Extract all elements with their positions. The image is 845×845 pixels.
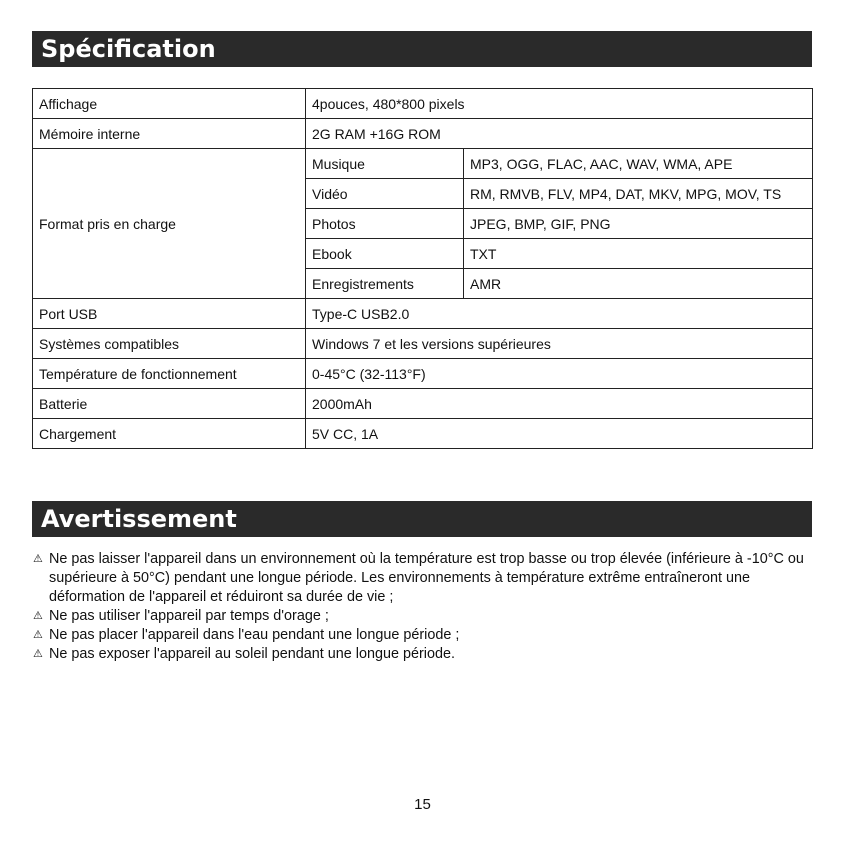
warning-text: Ne pas placer l'appareil dans l'eau pendant une longue période ; (49, 627, 460, 643)
spec-value: 2G RAM +16G ROM (306, 119, 813, 149)
table-row (33, 419, 813, 449)
warning-triangle-icon: ⚠ (33, 610, 43, 622)
spec-label: Port USB (33, 299, 306, 329)
format-type: Enregistrements (306, 269, 464, 299)
table-row (33, 299, 813, 329)
spec-label: Batterie (33, 389, 306, 419)
format-value: RM, RMVB, FLV, MP4, DAT, MKV, MPG, MOV, TS (464, 179, 813, 209)
warning-list (33, 550, 808, 664)
format-value: JPEG, BMP, GIF, PNG (464, 209, 813, 239)
list-item (33, 550, 808, 607)
list-item (33, 645, 808, 664)
list-item (33, 607, 808, 626)
format-type: Vidéo (306, 179, 464, 209)
spec-label: Affichage (33, 89, 306, 119)
spec-value: 5V CC, 1A (306, 419, 813, 449)
table-row (33, 359, 813, 389)
warning-heading: Avertissement (32, 501, 812, 537)
format-type: Musique (306, 149, 464, 179)
table-row (33, 89, 813, 119)
table-row (33, 119, 813, 149)
page-number: 15 (414, 796, 431, 813)
specification-heading: Spécification (32, 31, 812, 67)
format-type: Ebook (306, 239, 464, 269)
warning-text: Ne pas utiliser l'appareil par temps d'orage ; (49, 608, 329, 624)
spec-label: Mémoire interne (33, 119, 306, 149)
spec-label: Format pris en charge (33, 149, 306, 299)
warning-triangle-icon: ⚠ (33, 648, 43, 660)
spec-label: Chargement (33, 419, 306, 449)
table-row (33, 149, 813, 179)
spec-label: Température de fonctionnement (33, 359, 306, 389)
warning-text: Ne pas laisser l'appareil dans un environnement où la température est trop basse ou trop élevée (inférieure à -10°C ou supérieure à 50°C) pendant une longue période. Les environnements à température extrême entraîneront une déformation de l'appareil et réduiront sa durée de vie ; (49, 551, 804, 605)
format-value: MP3, OGG, FLAC, AAC, WAV, WMA, APE (464, 149, 813, 179)
spec-value: 4pouces, 480*800 pixels (306, 89, 813, 119)
format-type: Photos (306, 209, 464, 239)
spec-value: 0-45°C (32-113°F) (306, 359, 813, 389)
warning-text: Ne pas exposer l'appareil au soleil pendant une longue période. (49, 646, 455, 662)
specification-table (32, 88, 813, 449)
table-row (33, 329, 813, 359)
table-row (33, 389, 813, 419)
warning-triangle-icon: ⚠ (33, 553, 43, 565)
spec-label: Systèmes compatibles (33, 329, 306, 359)
format-value: AMR (464, 269, 813, 299)
spec-value: Type-C USB2.0 (306, 299, 813, 329)
spec-value: 2000mAh (306, 389, 813, 419)
list-item (33, 626, 808, 645)
format-value: TXT (464, 239, 813, 269)
warning-triangle-icon: ⚠ (33, 629, 43, 641)
spec-value: Windows 7 et les versions supérieures (306, 329, 813, 359)
